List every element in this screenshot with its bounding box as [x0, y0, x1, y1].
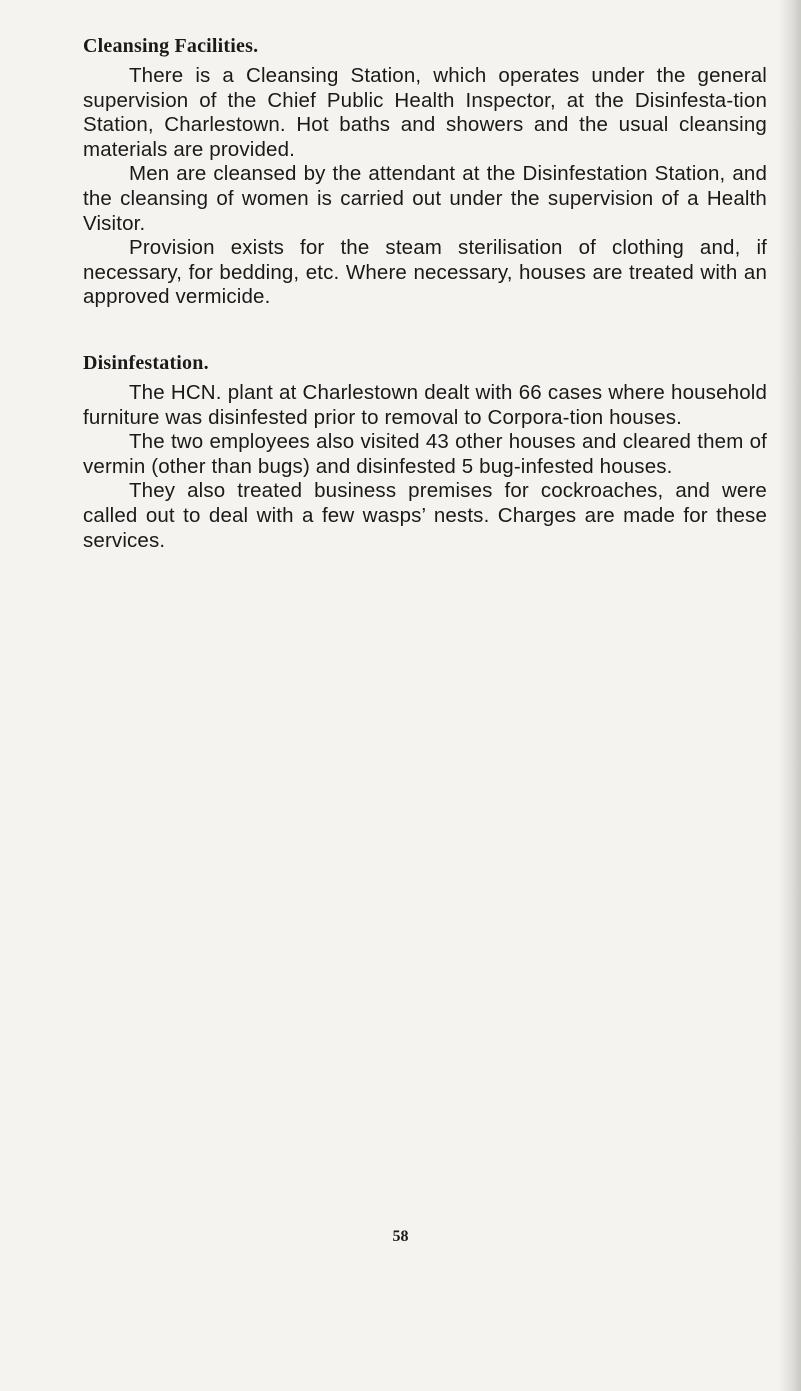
section-heading: Cleansing Facilities.: [83, 35, 259, 57]
section-heading: Disinfestation.: [83, 351, 209, 374]
paragraph: There is a Cleansing Station, which operates under the general supervision of the Chief Public Health Inspector, at the Disinfesta-tion Station, Charlestown. Hot baths and showers and the usual cleansing materials are provided.: [83, 64, 767, 161]
section-spacer: [83, 310, 767, 351]
page-number: 58: [392, 1228, 409, 1245]
section-disinfestation: [83, 351, 767, 553]
paragraph: The HCN. plant at Charlestown dealt with 66 cases where household furniture was disinfested prior to removal to Corpora-tion houses.: [83, 380, 767, 429]
section-cleansing-facilities: [83, 34, 767, 310]
paragraph: The two employees also visited 43 other houses and cleared them of vermin (other than bugs) and disinfested 5 bug-infested houses.: [83, 430, 767, 478]
paragraph: Provision exists for the steam sterilisation of clothing and, if necessary, for bedding, etc. Where necessary, houses are treated with an approved vermicide.: [83, 236, 767, 309]
page-edge-shadow: [779, 0, 801, 1391]
paragraph: Men are cleansed by the attendant at the Disinfestation Station, and the cleansing of women is carried out under the supervision of a Health Visitor.: [83, 162, 767, 235]
page-content: [83, 34, 767, 553]
paragraph: They also treated business premises for cockroaches, and were called out to deal with a few wasps’ nests. Charges are made for these services.: [83, 479, 767, 552]
